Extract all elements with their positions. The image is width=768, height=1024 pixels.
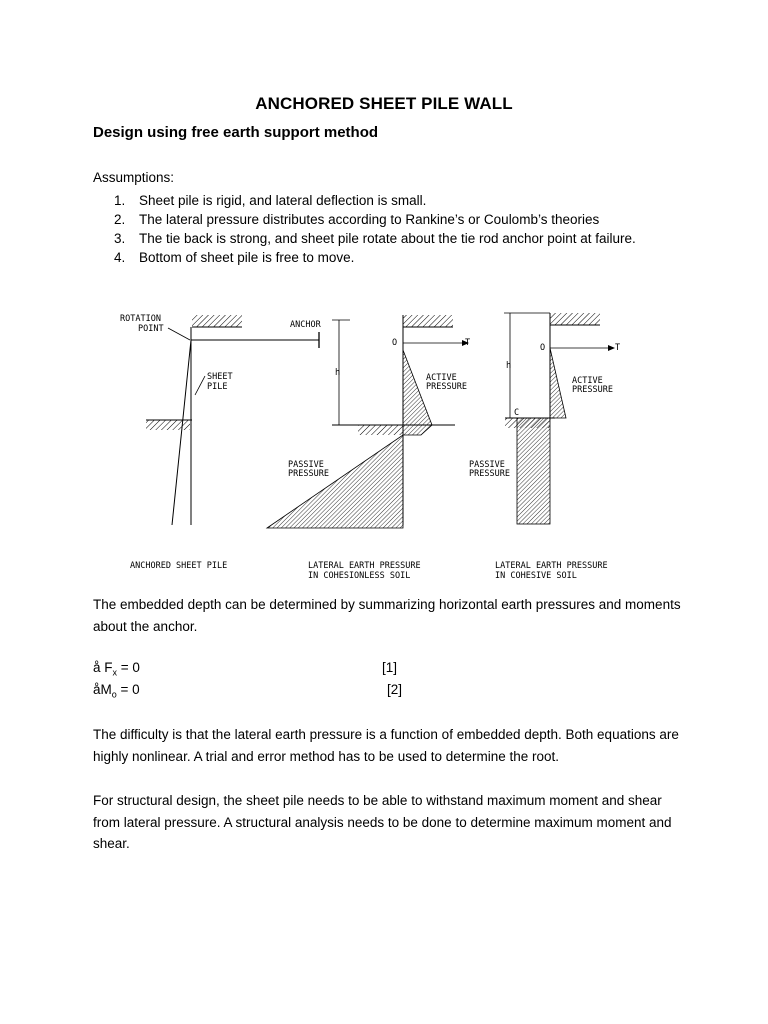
ground-hatch-top	[550, 313, 600, 325]
label-active-pressure: PRESSURE	[426, 382, 467, 392]
eq2-subscript: o	[111, 689, 117, 700]
ground-hatch-dredge	[358, 425, 403, 435]
label-rotation: ROTATION	[120, 314, 161, 324]
fig1-anchored-sheet-pile	[120, 314, 319, 571]
paragraph-difficulty: The difficulty is that the lateral earth pressure is a function of embedded depth. Both equations are highly nonlinear. A trial and error method has to be used to determine the root.	[93, 727, 679, 764]
assumption-text: Sheet pile is rigid, and lateral deflection is small.	[139, 193, 427, 208]
active-pressure-triangle	[550, 348, 566, 418]
caption-fig1: ANCHORED SHEET PILE	[130, 561, 228, 571]
rotation-leader	[168, 328, 190, 340]
fig3-cohesive	[469, 313, 620, 581]
equation-1-ref: [1]	[382, 660, 398, 675]
eq2-suffix: = 0	[116, 682, 140, 697]
label-passive: PASSIVE	[469, 460, 505, 470]
label-passive-pressure: PRESSURE	[288, 469, 329, 479]
label-t: T	[465, 338, 471, 348]
assumption-text: The tie back is strong, and sheet pile rotate about the tie rod anchor point at failure.	[139, 231, 636, 246]
label-t: T	[615, 343, 621, 353]
assumption-item	[114, 229, 636, 248]
assumption-item	[114, 191, 636, 210]
caption-fig2-line1: LATERAL EARTH PRESSURE	[308, 561, 421, 571]
label-h: h	[335, 368, 341, 378]
label-o: O	[392, 338, 398, 348]
label-passive: PASSIVE	[288, 460, 324, 470]
assumption-text: Bottom of sheet pile is free to move.	[139, 250, 355, 265]
label-o: O	[540, 343, 546, 353]
label-c: C	[514, 408, 520, 418]
fig2-cohesionless	[267, 315, 470, 581]
assumption-text: The lateral pressure distributes according to Rankine’s or Coulomb’s theories	[139, 212, 600, 227]
assumption-item	[114, 248, 636, 267]
assumptions-list	[114, 191, 636, 267]
label-pile: PILE	[207, 382, 228, 392]
label-active: ACTIVE	[426, 373, 457, 383]
equation-1	[93, 660, 140, 678]
paragraph-structural-design: For structural design, the sheet pile needs to be able to withstand maximum moment and shear from lateral pressure. A structural analysis needs to be done to determine maximum moment and shear.	[93, 793, 672, 851]
passive-pressure-rect	[517, 418, 550, 524]
label-h: h	[506, 361, 512, 371]
eq1-subscript: x	[112, 667, 118, 678]
ground-hatch-top	[192, 315, 242, 327]
label-anchor: ANCHOR	[290, 320, 321, 330]
sheet-pile-rotated	[172, 340, 191, 525]
caption-fig3-line1: LATERAL EARTH PRESSURE	[495, 561, 608, 571]
label-sheet: SHEET	[207, 372, 233, 382]
assumption-number: 3.	[114, 231, 126, 246]
passive-pressure-triangle	[267, 435, 403, 528]
assumption-number: 2.	[114, 212, 126, 227]
equation-2	[93, 682, 140, 700]
label-active: ACTIVE	[572, 376, 603, 386]
eq1-prefix: å F	[93, 660, 113, 675]
eq2-prefix: åM	[93, 682, 112, 697]
paragraph-embedded-depth: The embedded depth can be determined by summarizing horizontal earth pressures and moments about the anchor.	[93, 597, 681, 634]
active-pressure-below	[403, 425, 432, 435]
document-subtitle: Design using free earth support method	[93, 124, 379, 141]
ground-hatch-top	[403, 315, 453, 327]
assumption-item	[114, 210, 636, 229]
caption-fig3-line2: IN COHESIVE SOIL	[495, 571, 577, 581]
assumptions-heading: Assumptions:	[93, 170, 175, 185]
label-point: POINT	[138, 324, 164, 334]
sheet-pile-leader	[195, 376, 205, 395]
caption-fig2-line2: IN COHESIONLESS SOIL	[308, 571, 411, 581]
assumption-number: 4.	[114, 250, 126, 265]
label-passive-pressure: PRESSURE	[469, 469, 510, 479]
eq1-suffix: = 0	[117, 660, 140, 675]
document-title: ANCHORED SHEET PILE WALL	[255, 94, 513, 113]
equation-2-ref: [2]	[387, 682, 403, 697]
sheet-pile-figure	[110, 300, 640, 585]
ground-hatch-dredge	[146, 420, 190, 430]
assumption-number: 1.	[114, 193, 126, 208]
tie-arrowhead	[608, 345, 615, 351]
label-active-pressure: PRESSURE	[572, 385, 613, 395]
